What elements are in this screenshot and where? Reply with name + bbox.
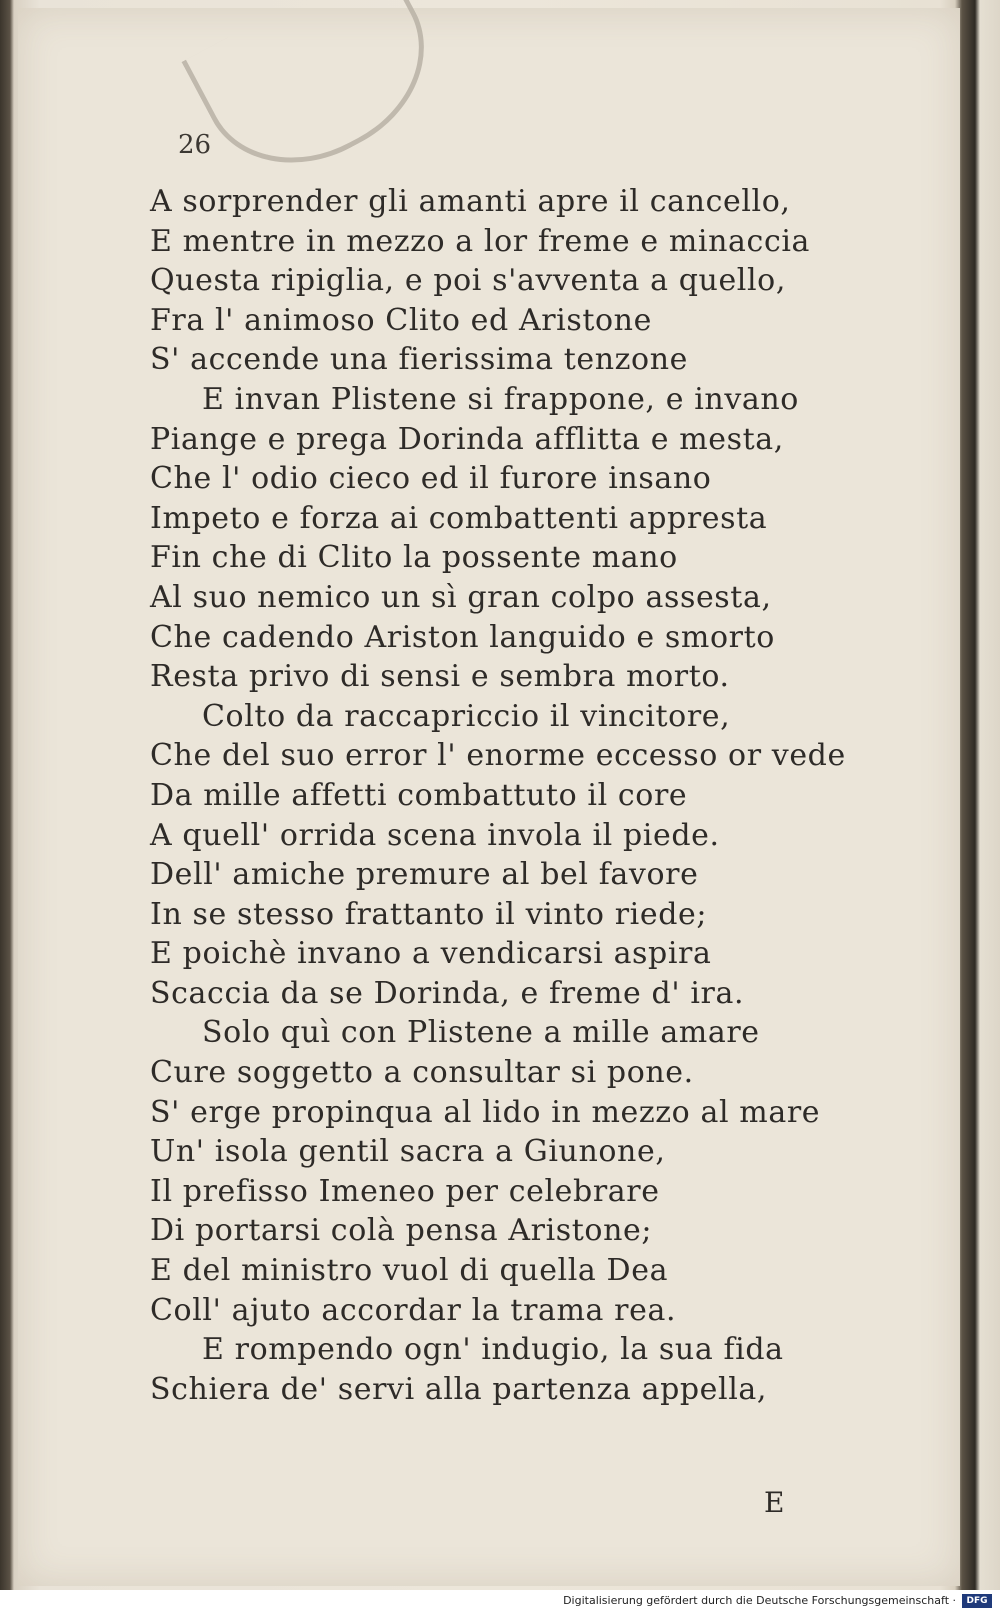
verse-line: Coll' ajuto accordar la trama rea. <box>150 1292 677 1328</box>
catchword: E <box>764 1486 785 1519</box>
verse-line: Fra l' animoso Clito ed Aristone <box>150 302 652 338</box>
footer-credit-text: Digitalisierung gefördert durch die Deutsche Forschungsgemeinschaft · <box>563 1594 956 1607</box>
verse-block <box>150 182 870 1409</box>
dfg-logo: DFG <box>962 1594 992 1608</box>
verse-line: Un' isola gentil sacra a Giunone, <box>150 1134 666 1170</box>
page-number: 26 <box>178 130 212 160</box>
verse-line: E del ministro vuol di quella Dea <box>150 1253 669 1289</box>
verse-line: Cure soggetto a consultar si pone. <box>150 1055 694 1091</box>
verse-line: Il prefisso Imeneo per celebrare <box>150 1173 660 1209</box>
verse-line: Schiera de' servi alla partenza appella, <box>150 1371 768 1407</box>
verse-line: E invan Plistene si frappone, e invano <box>202 381 799 417</box>
verse-line: Che cadendo Ariston languido e smorto <box>150 619 775 655</box>
verse-line: Piange e prega Dorinda afflitta e mesta, <box>150 421 784 457</box>
verse-line: Questa ripiglia, e poi s'avventa a quello, <box>150 263 786 299</box>
verse-line: E rompendo ogn' indugio, la sua fida <box>202 1332 784 1368</box>
verse-line: Di portarsi colà pensa Aristone; <box>150 1213 653 1249</box>
verse-line: Dell' amiche premure al bel favore <box>150 857 699 893</box>
verse-line: Al suo nemico un sì gran colpo assesta, <box>150 579 772 615</box>
verse-line: A quell' orrida scena invola il piede. <box>150 817 720 853</box>
verse-line: A sorprender gli amanti apre il cancello, <box>150 184 791 219</box>
verse-line: S' accende una fierissima tenzone <box>150 342 688 378</box>
digitization-footer <box>0 1590 1000 1614</box>
verse-line: Impeto e forza ai combattenti appresta <box>150 500 768 536</box>
verse-line: Scaccia da se Dorinda, e freme d' ira. <box>150 975 745 1011</box>
verse-line: In se stesso frattanto il vinto riede; <box>150 896 708 932</box>
verse-line: Che l' odio cieco ed il furore insano <box>150 461 712 497</box>
verse-line: Colto da raccapriccio il vincitore, <box>202 698 731 734</box>
verse-line: Fin che di Clito la possente mano <box>150 540 678 576</box>
paper-clip <box>181 0 457 199</box>
verse-line: Resta privo di sensi e sembra morto. <box>150 659 730 695</box>
verse-line: S' erge propinqua al lido in mezzo al mare <box>150 1094 821 1130</box>
verse-line: E mentre in mezzo a lor freme e minaccia <box>150 223 811 259</box>
verse-line: Che del suo error l' enorme eccesso or vede <box>150 738 846 774</box>
verse-line: Solo quì con Plistene a mille amare <box>202 1015 760 1051</box>
verse-line: Da mille affetti combattuto il core <box>150 777 688 813</box>
verse-line: E poichè invano a vendicarsi aspira <box>150 936 712 972</box>
